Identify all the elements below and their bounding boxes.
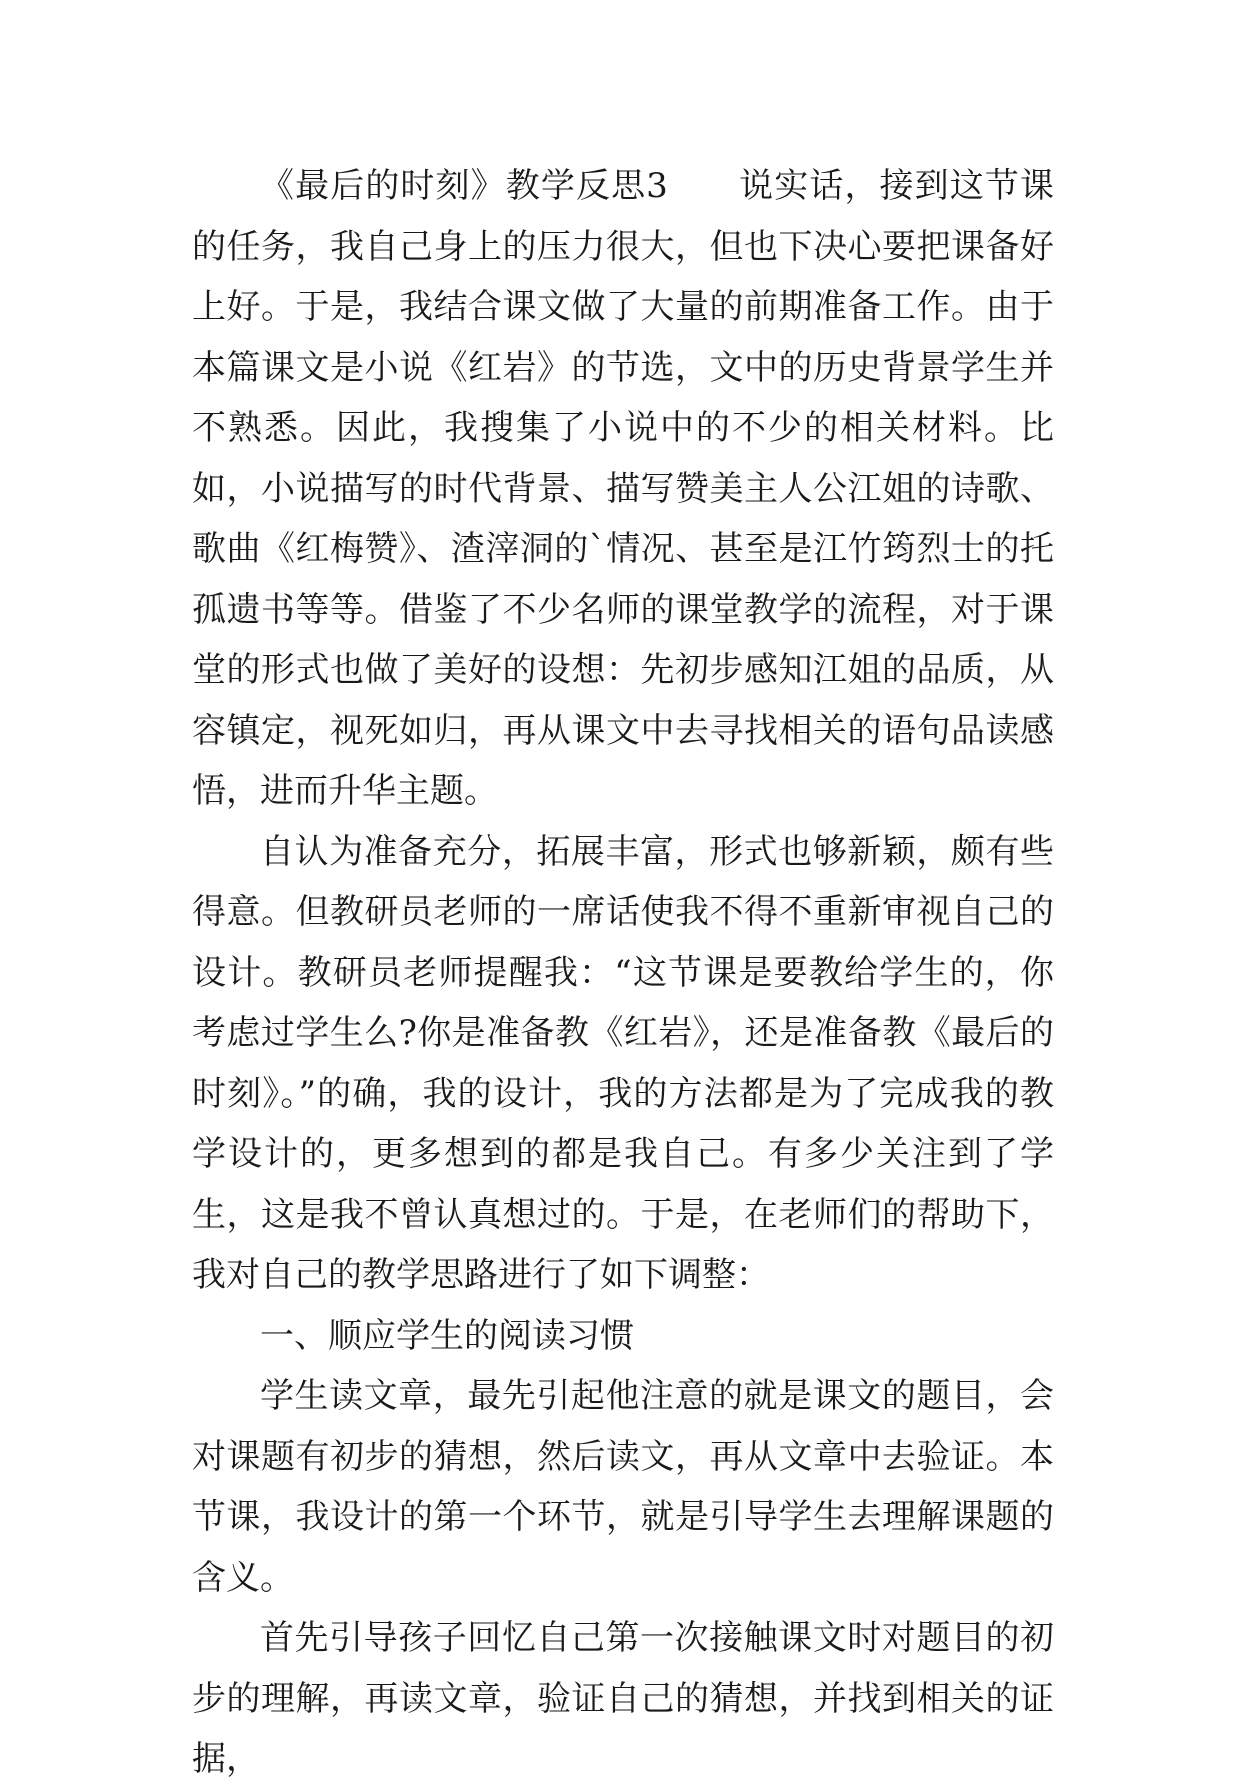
paragraph-reflection: 自认为准备充分，拓展丰富，形式也够新颖，颇有些得意。但教研员老师的一席话使我不得不重新审视自己的设计。教研员老师提醒我：“这节课是要教给学生的，你考虑过学生么?你是准备教《红岩》，还是准备教《最后的时刻》。”的确，我的设计，我的方法都是为了完成我的教学设计的，更多想到的都是我自己。有多少关注到了学生，这是我不曾认真想过的。于是，在老师们的帮助下，我对自己的教学思路进行了如下调整：	[192, 831, 1054, 1295]
section-heading-1: 一、顺应学生的阅读习惯	[260, 1315, 634, 1356]
paragraph-intro: 《最后的时刻》教学反思3 说实话，接到这节课的任务，我自己身上的压力很大，但也下决心要把课备好上好。于是，我结合课文做了大量的前期准备工作。由于本篇课文是小说《红岩》的节选，文中的历史背景学生并不熟悉。因此，我搜集了小说中的不少的相关材料。比如，小说描写的时代背景、描写赞美主人公江姐的诗歌、歌曲《红梅赞》、渣滓洞的`情况、甚至是江竹筠烈士的托孤遗书等等。借鉴了不少名师的课堂教学的流程，对于课堂的形式也做了美好的设想：先初步感知江姐的品质，从容镇定，视死如归，再从课文中去寻找相关的语句品读感悟，进而升华主题。	[192, 166, 1054, 811]
paragraph-reading-habit: 学生读文章，最先引起他注意的就是课文的题目，会对课题有初步的猜想，然后读文，再从文章中去验证。本节课，我设计的第一个环节，就是引导学生去理解课题的含义。	[192, 1376, 1054, 1598]
paragraph-guidance: 首先引导孩子回忆自己第一次接触课文时对题目的初步的理解，再读文章，验证自己的猜想，并找到相关的证据，	[192, 1618, 1054, 1779]
document-body	[192, 156, 1054, 1790]
